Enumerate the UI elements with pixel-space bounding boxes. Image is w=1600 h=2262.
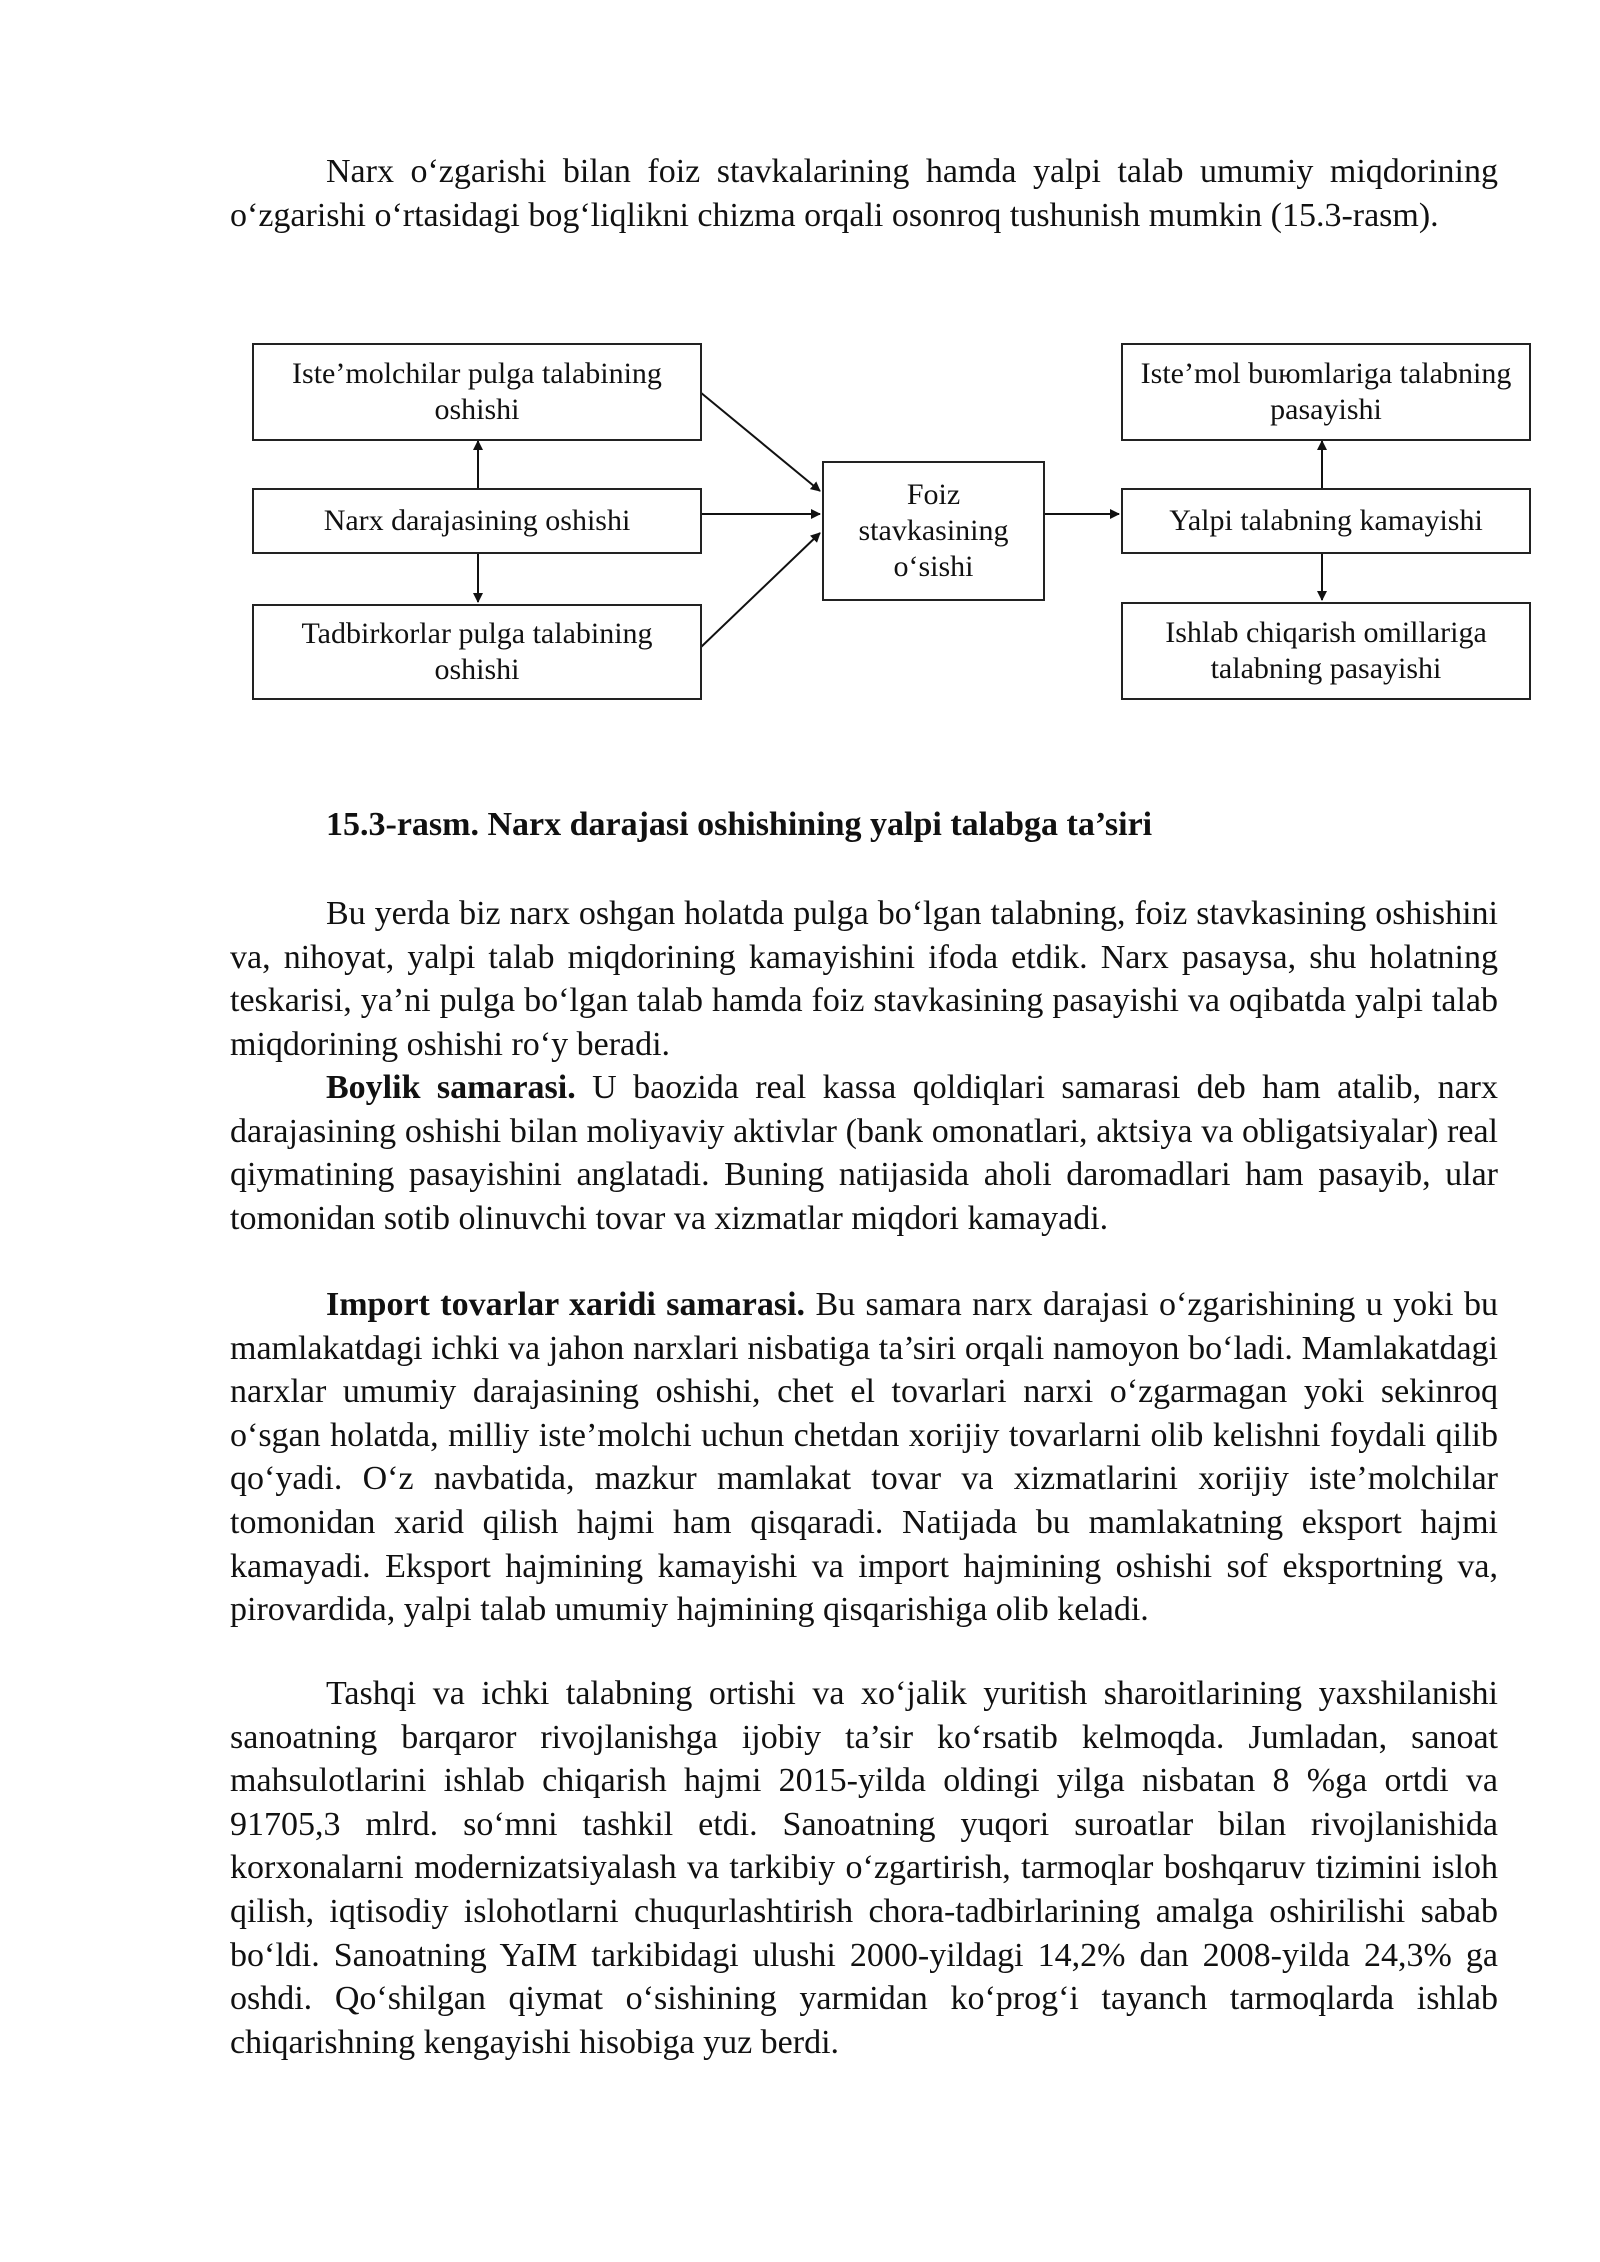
- paragraph-4-lead: Import tovarlar xaridi samarasi.: [326, 1286, 806, 1323]
- arrow-consumers-to-interest: [700, 392, 820, 491]
- box-price-level-rise: Narx darajasining oshishi: [252, 488, 702, 554]
- box-business-money-demand: Tadbirkorlar pulga talabining oshishi: [252, 604, 702, 700]
- box-consumer-money-demand: Iste’molchilar pulga talabining oshishi: [252, 343, 702, 441]
- paragraph-4: [230, 1283, 1498, 1632]
- intro-paragraph: Narx o‘zgarishi bilan foiz stavkalarining hamda yalpi talab umumiy miqdorining o‘zgarishi o‘rtasidagi bog‘liqlikni chizma orqali osonroq tushunish mumkin (15.3-rasm).: [230, 153, 1498, 234]
- paragraph-3-text: U baozida real kassa qoldiqlari samarasi deb ham atalib, narx darajasining oshishi bilan moliyaviy aktivlar (bank omonatlari, aktsiya va obligatsiyalar) real qiymatining pasayishini anglatadi. Buning natijasida aholi daromadlari ham pasayib, ular tomonidan sotib olinuvchi tovar va xizmatlar miqdori kamayadi.: [230, 1069, 1499, 1237]
- paragraph-3-lead: Boylik samarasi.: [326, 1069, 576, 1106]
- box-interest-rate-rise: Foiz stavkasining o‘sishi: [822, 461, 1045, 601]
- box-aggregate-demand-fall: Yalpi talabning kamayishi: [1121, 488, 1531, 554]
- figure-caption: 15.3-rasm. Narx darajasi oshishining yalpi talabga ta’siri: [326, 806, 1153, 843]
- paragraph-4-text: Bu samara narx darajasi o‘zgarishining u yoki bu mamlakatdagi ichki va jahon narxlari nisbatiga ta’siri orqali namoyon bo‘ladi. Mamlakatdagi narxlar umumiy darajasining oshishi, chet el tovarlari narxi o‘zgarmagan yoki sekinroq o‘sgan holatda, milliy iste’molchi uchun chetdan xorijiy tovarlarni olib kelishni foydali qilib qo‘yadi. O‘z navbatida, mazkur mamlakat tovar va xizmatlarini xorijiy iste’molchilar tomonidan xarid qilish hajmi ham qisqaradi. Natijada bu mamlakatning eksport hajmi kamayadi. Eksport hajmining kamayishi va import hajmining oshishi sof eksportning va, pirovardida, yalpi talab umumiy hajmining qisqarishiga olib keladi.: [230, 1286, 1498, 1629]
- flow-diagram: [0, 0, 1600, 760]
- paragraph-2: Bu yerda biz narx oshgan holatda pulga bo‘lgan talabning, foiz stavkasining oshishini va, nihoyat, yalpi talab miqdorining kamayishini ifoda etdik. Narx pasaysa, shu holatning teskarisi, ya’ni pulga bo‘lgan talab hamda foiz stavkasining pasayishi va oqibatda yalpi talab miqdorining oshishi ro‘y beradi.: [230, 895, 1498, 1063]
- arrow-business-to-interest: [700, 533, 820, 648]
- paragraph-5: Tashqi va ichki talabning ortishi va xo‘jalik yuritish sharoitlarining yaxshilanishi sanoatning barqaror rivojlanishga ijobiy ta’sir ko‘rsatib kelmoqda. Jumladan, sanoat mahsulotlarini ishlab chiqarish hajmi 2015-yilda oldingi yilga nisbatan 8 %ga ortdi va 91705,3 mlrd. so‘mni tashkil etdi. Sanoatning yuqori suroatlar bilan rivojlanishida korxonalarni modernizatsiyalash va tarkibiy o‘zgartirish, tarmoqlar boshqaruv tizimini isloh qilish, iqtisodiy islohotlarni chuqurlashtirish chora-tadbirlarining amalga oshirilishi sabab bo‘ldi. Sanoatning YaIM tarkibidagi ulushi 2000-yildagi 14,2% dan 2008-yilda 24,3% ga oshdi. Qo‘shilgan qiymat o‘sishining yarmidan ko‘prog‘i tayanch tarmoqlarda ishlab chiqarishning kengayishi hisobiga yuz berdi.: [230, 1675, 1498, 2061]
- paragraph-3: [230, 1066, 1498, 1240]
- box-production-factors-demand: Ishlab chiqarish omillariga talabning pasayishi: [1121, 602, 1531, 700]
- box-consumer-goods-demand: Iste’mol buюmlariga talabning pasayishi: [1121, 343, 1531, 441]
